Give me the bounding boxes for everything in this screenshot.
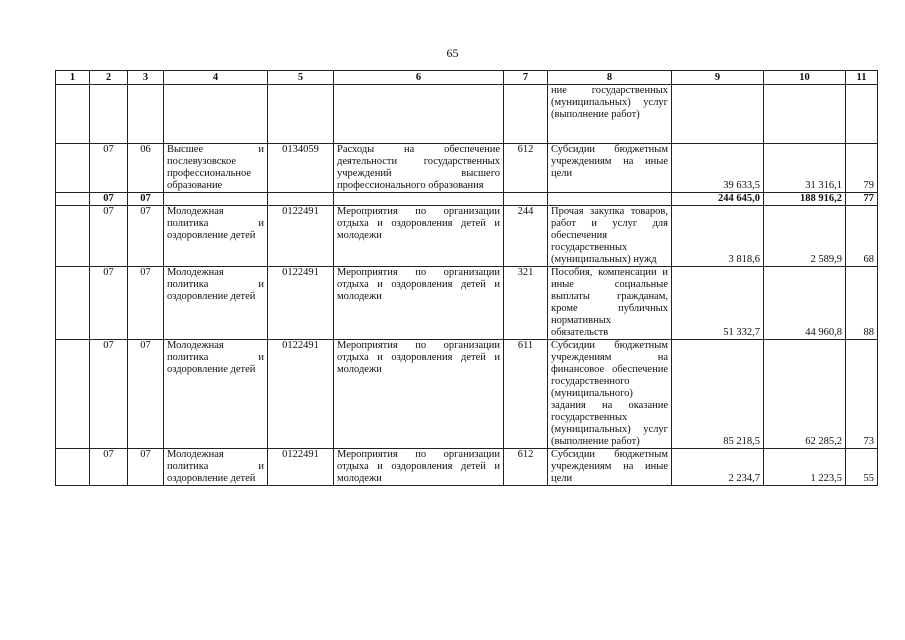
cell-expense-type-code: [504, 85, 548, 144]
cell-planned-amount: 2 234,7: [672, 449, 764, 486]
cell-subsection-name: [164, 85, 268, 144]
cell-expense-name: [334, 193, 504, 206]
cell-subsection-code: 07: [128, 193, 164, 206]
cell-expense-type-name: Субсидии бюджетным учреждениям на иные цели: [548, 449, 672, 486]
cell-row-number: [56, 193, 90, 206]
cell-execution-percent: 79: [846, 144, 878, 193]
cell-executed-amount: 188 916,2: [764, 193, 846, 206]
cell-planned-amount: 85 218,5: [672, 340, 764, 449]
cell-expense-name: Расходы на обеспечение деятельности государственных учреждений высшего профессионального образования: [334, 144, 504, 193]
budget-table: [55, 70, 878, 486]
table-row: [56, 449, 878, 486]
cell-expense-type-code: 612: [504, 144, 548, 193]
cell-subsection-name: Молодежная политика и оздоровление детей: [164, 340, 268, 449]
cell-target-article-code: [268, 85, 334, 144]
cell-row-number: [56, 267, 90, 340]
cell-executed-amount: [764, 85, 846, 144]
cell-executed-amount: 31 316,1: [764, 144, 846, 193]
cell-execution-percent: 68: [846, 206, 878, 267]
column-header: 1: [56, 71, 90, 85]
cell-row-number: [56, 340, 90, 449]
cell-row-number: [56, 144, 90, 193]
cell-planned-amount: 51 332,7: [672, 267, 764, 340]
cell-section-code: 07: [90, 206, 128, 267]
cell-expense-name: Мероприятия по организации отдыха и оздоровления детей и молодежи: [334, 449, 504, 486]
column-header: 4: [164, 71, 268, 85]
cell-executed-amount: 1 223,5: [764, 449, 846, 486]
cell-expense-type-code: [504, 193, 548, 206]
cell-subsection-name: Молодежная политика и оздоровление детей: [164, 267, 268, 340]
cell-row-number: [56, 449, 90, 486]
cell-subsection-code: 07: [128, 340, 164, 449]
cell-row-number: [56, 85, 90, 144]
cell-target-article-code: [268, 193, 334, 206]
cell-subsection-code: 06: [128, 144, 164, 193]
cell-subsection-code: 07: [128, 267, 164, 340]
cell-expense-name: Мероприятия по организации отдыха и оздоровления детей и молодежи: [334, 267, 504, 340]
cell-executed-amount: 44 960,8: [764, 267, 846, 340]
cell-expense-type-name: Субсидии бюджетным учреждениям на финансовое обеспечение государственного (муниципального) задания на оказание государственных (муниципальных) услуг (выполнение работ): [548, 340, 672, 449]
column-header: 8: [548, 71, 672, 85]
cell-subsection-code: 07: [128, 206, 164, 267]
cell-target-article-code: 0122491: [268, 449, 334, 486]
cell-target-article-code: 0122491: [268, 340, 334, 449]
cell-executed-amount: 2 589,9: [764, 206, 846, 267]
table-row: [56, 85, 878, 144]
cell-expense-name: [334, 85, 504, 144]
cell-subsection-code: 07: [128, 449, 164, 486]
cell-execution-percent: [846, 85, 878, 144]
subtotal-row: [56, 193, 878, 206]
cell-expense-name: Мероприятия по организации отдыха и оздоровления детей и молодежи: [334, 206, 504, 267]
page-number: 65: [446, 46, 459, 60]
cell-planned-amount: 39 633,5: [672, 144, 764, 193]
cell-subsection-name: Молодежная политика и оздоровление детей: [164, 206, 268, 267]
cell-expense-type-name: Прочая закупка товаров, работ и услуг для обеспечения государственных (муниципальных) нужд: [548, 206, 672, 267]
cell-section-code: 07: [90, 144, 128, 193]
cell-subsection-name: Молодежная политика и оздоровление детей: [164, 449, 268, 486]
cell-target-article-code: 0134059: [268, 144, 334, 193]
cell-execution-percent: 73: [846, 340, 878, 449]
cell-subsection-name: Высшее и послевузовское профессиональное образование: [164, 144, 268, 193]
cell-section-code: 07: [90, 340, 128, 449]
column-header: 2: [90, 71, 128, 85]
cell-planned-amount: 3 818,6: [672, 206, 764, 267]
column-header: 3: [128, 71, 164, 85]
table-body: [56, 71, 878, 486]
cell-expense-type-code: 244: [504, 206, 548, 267]
table-row: [56, 206, 878, 267]
table-row: [56, 267, 878, 340]
cell-executed-amount: 62 285,2: [764, 340, 846, 449]
column-header: 11: [846, 71, 878, 85]
cell-expense-type-name: Субсидии бюджетным учреждениям на иные цели: [548, 144, 672, 193]
cell-row-number: [56, 206, 90, 267]
cell-expense-type-code: 612: [504, 449, 548, 486]
cell-expense-type-name: ние государственных (муниципальных) услуг (выполнение работ): [548, 85, 672, 144]
cell-execution-percent: 55: [846, 449, 878, 486]
cell-subsection-code: [128, 85, 164, 144]
cell-expense-type-code: 611: [504, 340, 548, 449]
cell-section-code: [90, 85, 128, 144]
cell-execution-percent: 88: [846, 267, 878, 340]
cell-planned-amount: [672, 85, 764, 144]
column-header: 7: [504, 71, 548, 85]
column-header: 9: [672, 71, 764, 85]
cell-section-code: 07: [90, 449, 128, 486]
cell-target-article-code: 0122491: [268, 206, 334, 267]
cell-expense-type-name: Пособия, компенсации и иные социальные выплаты гражданам, кроме публичных нормативных обязательств: [548, 267, 672, 340]
cell-expense-type-name: [548, 193, 672, 206]
column-header: 5: [268, 71, 334, 85]
column-header: 6: [334, 71, 504, 85]
table-row: [56, 340, 878, 449]
column-header: 10: [764, 71, 846, 85]
cell-target-article-code: 0122491: [268, 267, 334, 340]
table-row: [56, 144, 878, 193]
cell-section-code: 07: [90, 267, 128, 340]
cell-subsection-name: [164, 193, 268, 206]
header-row: [56, 71, 878, 85]
cell-expense-type-code: 321: [504, 267, 548, 340]
cell-execution-percent: 77: [846, 193, 878, 206]
cell-expense-name: Мероприятия по организации отдыха и оздоровления детей и молодежи: [334, 340, 504, 449]
cell-section-code: 07: [90, 193, 128, 206]
cell-planned-amount: 244 645,0: [672, 193, 764, 206]
